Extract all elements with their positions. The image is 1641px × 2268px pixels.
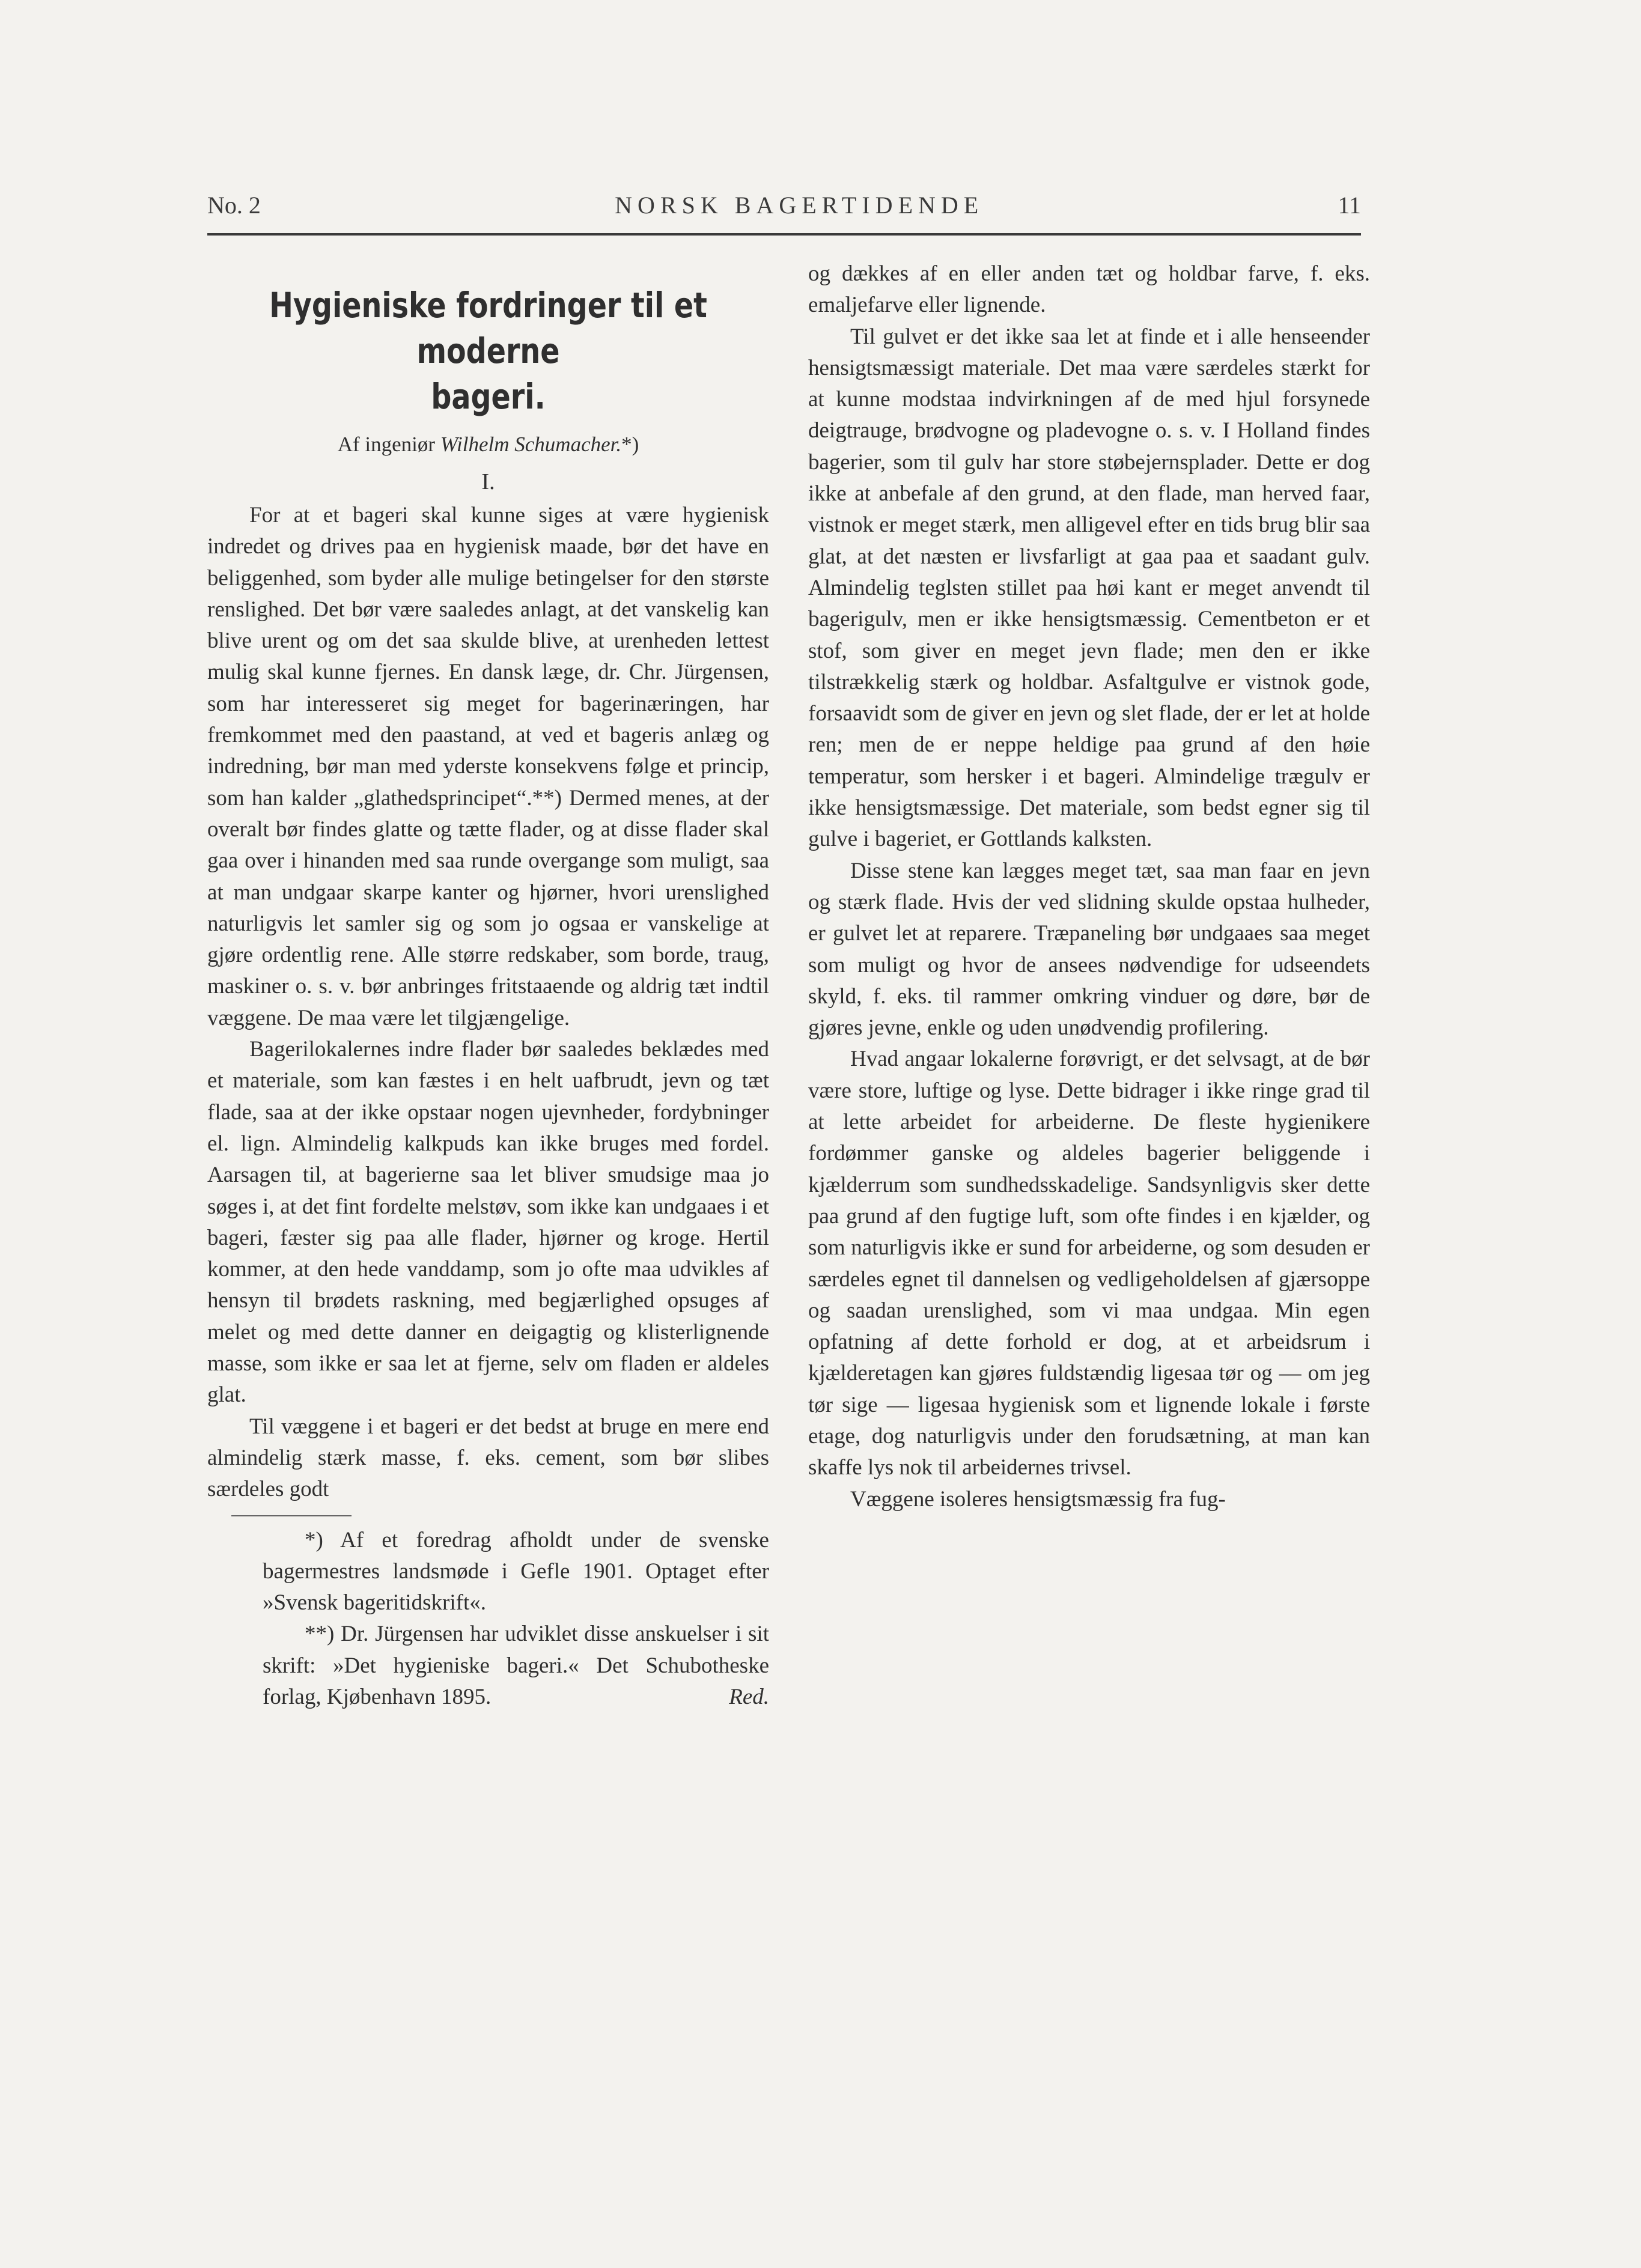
page-number: 11 [1338,192,1361,219]
issue-number: No. 2 [207,192,261,219]
paragraph: og dækkes af en eller anden tæt og holdbar farve, f. eks. emaljefarve eller lignende. [808,261,1370,318]
footnote-signature: Red. [729,1684,769,1709]
byline-author: Wilhelm Schumacher. [440,433,622,456]
paragraph: Væggene isoleres hensigtsmæssig fra fug- [850,1486,1226,1512]
footnote-mark: *) [305,1527,323,1552]
left-column [207,258,769,1713]
headline-line-2: bageri. [431,376,546,417]
publication-title: NORSK BAGERTIDENDE [615,192,984,219]
footnote-2 [207,1619,769,1713]
byline-note-mark: *) [621,433,639,456]
article-headline [258,282,719,419]
running-header [207,191,1361,219]
paragraph: Til væggene i et bageri er det bedst at bruge en mere end almindelig stærk masse, f. eks. cement, som bør slibes særdeles godt [207,1414,769,1502]
byline-prefix: Af ingeniør [337,433,440,456]
section-number: I. [481,469,495,494]
footnote-rule [231,1515,352,1516]
paragraph: Hvad angaar lokalerne forøvrigt, er det selvsagt, at de bør være store, luftige og lyse. Dette bidrager i ikke ringe grad til at lette arbeidet for arbeiderne. De fleste hygienikere fordømmer ganske og aldeles bagerier beliggende i kjælderrum som sundhedsskadelige. Sandsynligvis sker dette paa grund af den fugtige luft, som ofte findes i en kjælder, og som naturligvis ikke er sund for arbeiderne, og som desuden er særdeles egnet til dannelsen og vedligeholdelsen af gjærsoppe og saadan urenslighed, som vi maa undgaa. Min egen opfatning af dette forhold er dog, at et arbeidsrum i kjælderetagen kan gjøres fuldstændig ligesaa tør og — om jeg tør sige — ligesaa hygienisk som et lignende lokale i første etage, dog naturligvis under den forudsætning, at man kan skaffe lys nok til arbeidernes trivsel. [808,1047,1370,1480]
footnote-text: Af et foredrag afholdt under de svenske bagermestres landsmøde i Gefle 1901. Optaget efter »Svensk bageritidskrift«. [263,1527,769,1616]
footnote-text: Dr. Jürgensen har udviklet disse anskuelser i sit skrift: »Det hygieniske bageri.« Det Schubotheske forlag, Kjøbenhavn 1895. [263,1622,769,1709]
footnote-1 [207,1525,769,1619]
paragraph: For at et bageri skal kunne siges at være hygienisk indredet og drives paa en hygienisk maade, bør det have en beliggenhed, som byder alle mulige betingelser for den største renslighed. Det bør være saaledes anlagt, at det vanskelig kan blive urent og om det saa skulde blive, at urenheden lettest mulig skal kunne fjernes. En dansk læge, dr. Chr. Jürgensen, som har interesseret sig meget for bagerinæringen, har fremkommet med den paastand, at ved et bageris anlæg og indredning, bør man med yderste konsekvens følge et princip, som han kalder „glathedsprincipet“.**) Dermed menes, at der overalt bør findes glatte og tætte flader, og at disse flader skal gaa over i hinanden med saa runde overgange som muligt, saa at man undgaar skarpe kanter og hjørner, hvori urenslighed naturligvis let samler sig og som jo ogsaa er vanskelige at gjøre ordentlig rene. Alle større redskaber, som borde, traug, maskiner o. s. v. bør anbringes fritstaaende og aldrig tæt indtil væggene. De maa være let tilgjængelige. [207,503,769,1030]
footnote-mark: **) [305,1622,335,1647]
header-rule [207,233,1361,236]
headline-line-1: Hygieniske fordringer til et moderne [269,285,707,371]
paragraph: Disse stene kan lægges meget tæt, saa man faar en jevn og stærk flade. Hvis der ved slidning skulde opstaa hulheder, er gulvet let at reparere. Træpaneling bør undgaaes saa meget som muligt og hvor de ansees nødvendige for udseendets skyld, f. eks. til rammer omkring vinduer og døre, bør de gjøres jevne, enkle og uden unødvendig profilering. [808,858,1370,1041]
right-column [808,258,1370,1515]
paragraph: Til gulvet er det ikke saa let at finde et i alle henseender hensigtsmæssigt materiale. Det maa være særdeles stærkt for at kunne modstaa indvirkningen af de med hjul forsynede deigtrauge, brødvogne og pladevogne o. s. v. I Holland findes bagerier, som til gulv har store støbejernsplader. Dette er dog ikke at anbefale af den grund, at den flade, man herved faar, vistnok er meget stærk, men alligevel efter en tids brug blir saa glat, at det næsten er livsfarligt at gaa paa et saadant gulv. Almindelig teglsten stillet paa høi kant er meget anvendt til bagerigulv, men er ikke hensigtsmæssig. Cementbeton er et stof, som giver en meget jevn flade; men den er ikke tilstrækkelig stærk og holdbar. Asfaltgulve er vistnok gode, forsaavidt som de giver en jevn og slet flade, der er let at holde ren; men de er neppe heldige paa grund af den høie temperatur, som hersker i et bageri. Almindelige trægulv er ikke hensigtsmæssige. Det materiale, som bedst egner sig til gulve i bageriet, er Gottlands kalksten. [808,324,1370,852]
paragraph: Bagerilokalernes indre flader bør saaledes beklædes med et materiale, som kan fæstes i en helt uafbrudt, jevn og tæt flade, saa at der ikke opstaar nogen ujevnheder, fordybninger el. lign. Almindelig kalkpuds kan ikke bruges med fordel. Aarsagen til, at bagerierne saa let bliver smudsige maa jo søges i, at det fint fordelte melstøv, som ikke kan undgaaes i et bageri, fæster sig paa alle flader, hjørner og kroge. Hertil kommer, at den hede vanddamp, som jo ofte maa udvikles af hensyn til brødets raskning, med begjærlighed opsuges af melet og med dette danner en deigagtig og klisterlignende masse, som ikke er saa let at fjerne, selv om fladen er aldeles glat. [207,1037,769,1408]
byline [207,433,769,457]
